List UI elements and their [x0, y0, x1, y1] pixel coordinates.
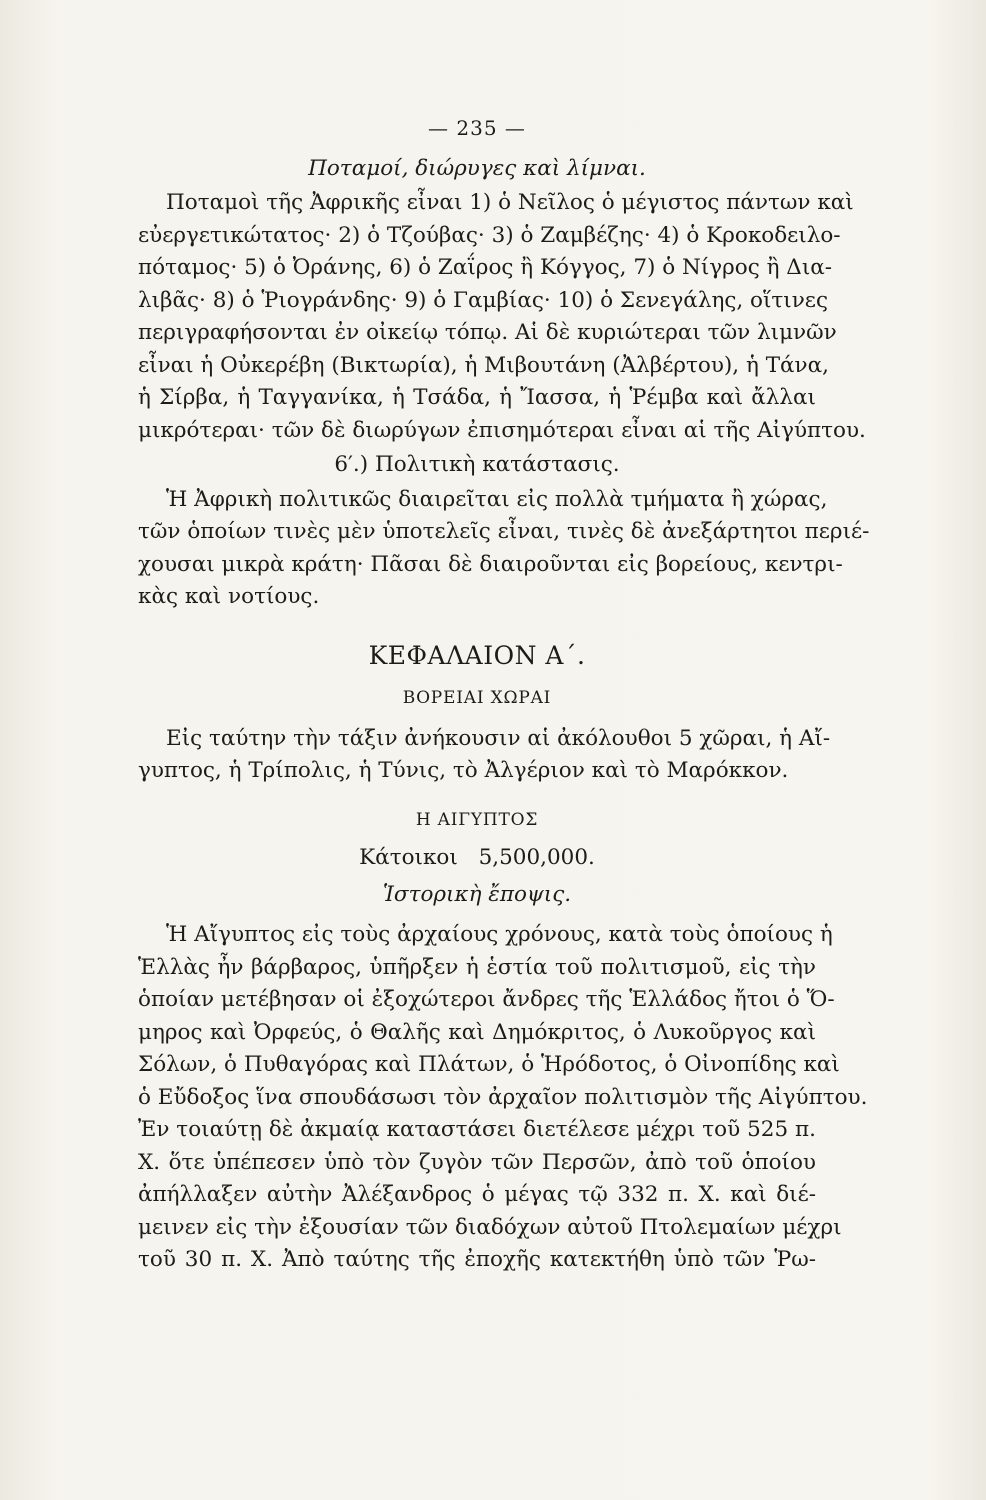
text-line: ὁ Εὔδοξος ἵνα σπουδάσωσι τὸν ἀρχαῖον πολιτισμὸν τῆς Αἰγύπτου.	[138, 1084, 868, 1110]
text-line: εὐεργετικώτατος· 2) ὁ Τζούβας· 3) ὁ Ζαμβέζης· 4) ὁ Κροκοδειλο-	[138, 222, 841, 248]
section-title: Ποταμοί, διώρυγες καὶ λίμναι.	[308, 155, 646, 181]
text-line: Ἡ Αἴγυπτος εἰς τοὺς ἀρχαίους χρόνους, κατὰ τοὺς ὁποίους ἡ	[166, 922, 833, 947]
text-line: Χ. ὅτε ὑπέπεσεν ὑπὸ τὸν ζυγὸν τῶν Περσῶν, ἀπὸ τοῦ ὁποίου	[138, 1149, 816, 1175]
text-line: ἡ Σίρβα, ἡ Ταγγανίκα, ἡ Τσάδα, ἡ Ἴασσα, ἡ Ῥέμβα καὶ ἄλλαι	[138, 385, 816, 410]
text-line: εἶναι ἡ Οὐκερέβη (Βικτωρία), ἡ Μιβουτάνη (Ἀλβέρτου), ἡ Τάνα,	[138, 352, 829, 378]
page-body	[138, 112, 870, 1277]
text-line: Ἑλλὰς ἦν βάρβαρος, ὑπῆρξεν ἡ ἑστία τοῦ πολιτισμοῦ, εἰς τὴν	[138, 954, 816, 980]
population-line: Κάτοικοι 5,500,000.	[359, 845, 595, 870]
text-line: κὰς καὶ νοτίους.	[138, 584, 320, 609]
text-line: λιβᾶς· 8) ὁ Ῥιογράνδης· 9) ὁ Γαμβίας· 10) ὁ Σενεγάλης, οἵτινες	[138, 287, 828, 313]
text-line: τῶν ὁποίων τινὲς μὲν ὑποτελεῖς εἶναι, τινὲς δὲ ἀνεξάρτητοι περιέ-	[138, 519, 870, 544]
paragraph-history	[138, 919, 868, 1277]
paragraph-political	[138, 484, 870, 614]
subsection-heading: 6′.) Πολιτικὴ κατάστασις.	[334, 452, 620, 477]
text-line: μικρότεραι· τῶν δὲ διωρύγων ἐπισημότεραι εἶναι αἱ τῆς Αἰγύπτου.	[138, 417, 866, 443]
text-line: Ἐν τοιαύτῃ δὲ ἀκμαίᾳ καταστάσει διετέλεσε μέχρι τοῦ 525 π.	[138, 1117, 816, 1142]
text-line: Ἡ Ἀφρικὴ πολιτικῶς διαιρεῖται εἰς πολλὰ τμήματα ἢ χώρας,	[166, 486, 828, 512]
history-heading: Ἱστορικὴ ἔποψις.	[382, 881, 572, 907]
text-line: γυπτος, ἡ Τρίπολις, ἡ Τύνις, τὸ Ἀλγέριον καὶ τὸ Μαρόκκον.	[138, 758, 789, 783]
page-number: — 235 —	[428, 116, 526, 140]
text-line: τοῦ 30 π. Χ. Ἀπὸ ταύτης τῆς ἐποχῆς κατεκτήθη ὑπὸ τῶν Ῥω-	[138, 1247, 816, 1272]
text-line: περιγραφήσονται ἐν οἰκείῳ τόπῳ. Αἱ δὲ κυριώτεραι τῶν λιμνῶν	[138, 320, 837, 345]
country-heading: Η ΑΙΓΥΠΤΟΣ	[415, 809, 539, 830]
text-line: ἀπήλλαξεν αὐτὴν Ἀλέξανδρος ὁ μέγας τῷ 332 π. Χ. καὶ διέ-	[138, 1182, 816, 1207]
text-line: Ποταμοὶ τῆς Ἀφρικῆς εἶναι 1) ὁ Νεῖλος ὁ μέγιστος πάντων καὶ	[166, 190, 854, 215]
text-line: χουσαι μικρὰ κράτη· Πᾶσαι δὲ διαιροῦνται εἰς βορείους, κεντρι-	[138, 551, 843, 577]
text-line: πόταμος· 5) ὁ Ὀράνης, 6) ὁ Ζαΐρος ἢ Κόγγος, 7) ὁ Νίγρος ἢ Δια-	[138, 255, 833, 280]
text-line: Σόλων, ὁ Πυθαγόρας καὶ Πλάτων, ὁ Ἡρόδοτος, ὁ Οἰνοπίδης καὶ	[138, 1052, 840, 1077]
text-line: ὁποίαν μετέβησαν οἱ ἐξοχώτεροι ἄνδρες τῆς Ἑλλάδος ἤτοι ὁ Ὅ-	[138, 987, 835, 1012]
text-line: μηρος καὶ Ὀρφεύς, ὁ Θαλῆς καὶ Δημόκριτος, ὁ Λυκοῦργος καὶ	[138, 1019, 816, 1045]
paragraph-rivers	[138, 187, 866, 447]
text-line: μεινεν εἰς τὴν ἐξουσίαν τῶν διαδόχων αὐτοῦ Πτολεμαίων μέχρι	[138, 1214, 842, 1240]
paragraph-northern-countries	[138, 723, 831, 788]
chapter-subtitle: ΒΟΡΕΙΑΙ ΧΩΡΑΙ	[402, 688, 552, 708]
chapter-heading: ΚΕΦΑΛΑΙΟΝ Α΄.	[368, 640, 586, 670]
text-line: Εἰς ταύτην τὴν τάξιν ἀνήκουσιν αἱ ἀκόλουθοι 5 χῶραι, ἡ Αἴ-	[166, 725, 831, 751]
